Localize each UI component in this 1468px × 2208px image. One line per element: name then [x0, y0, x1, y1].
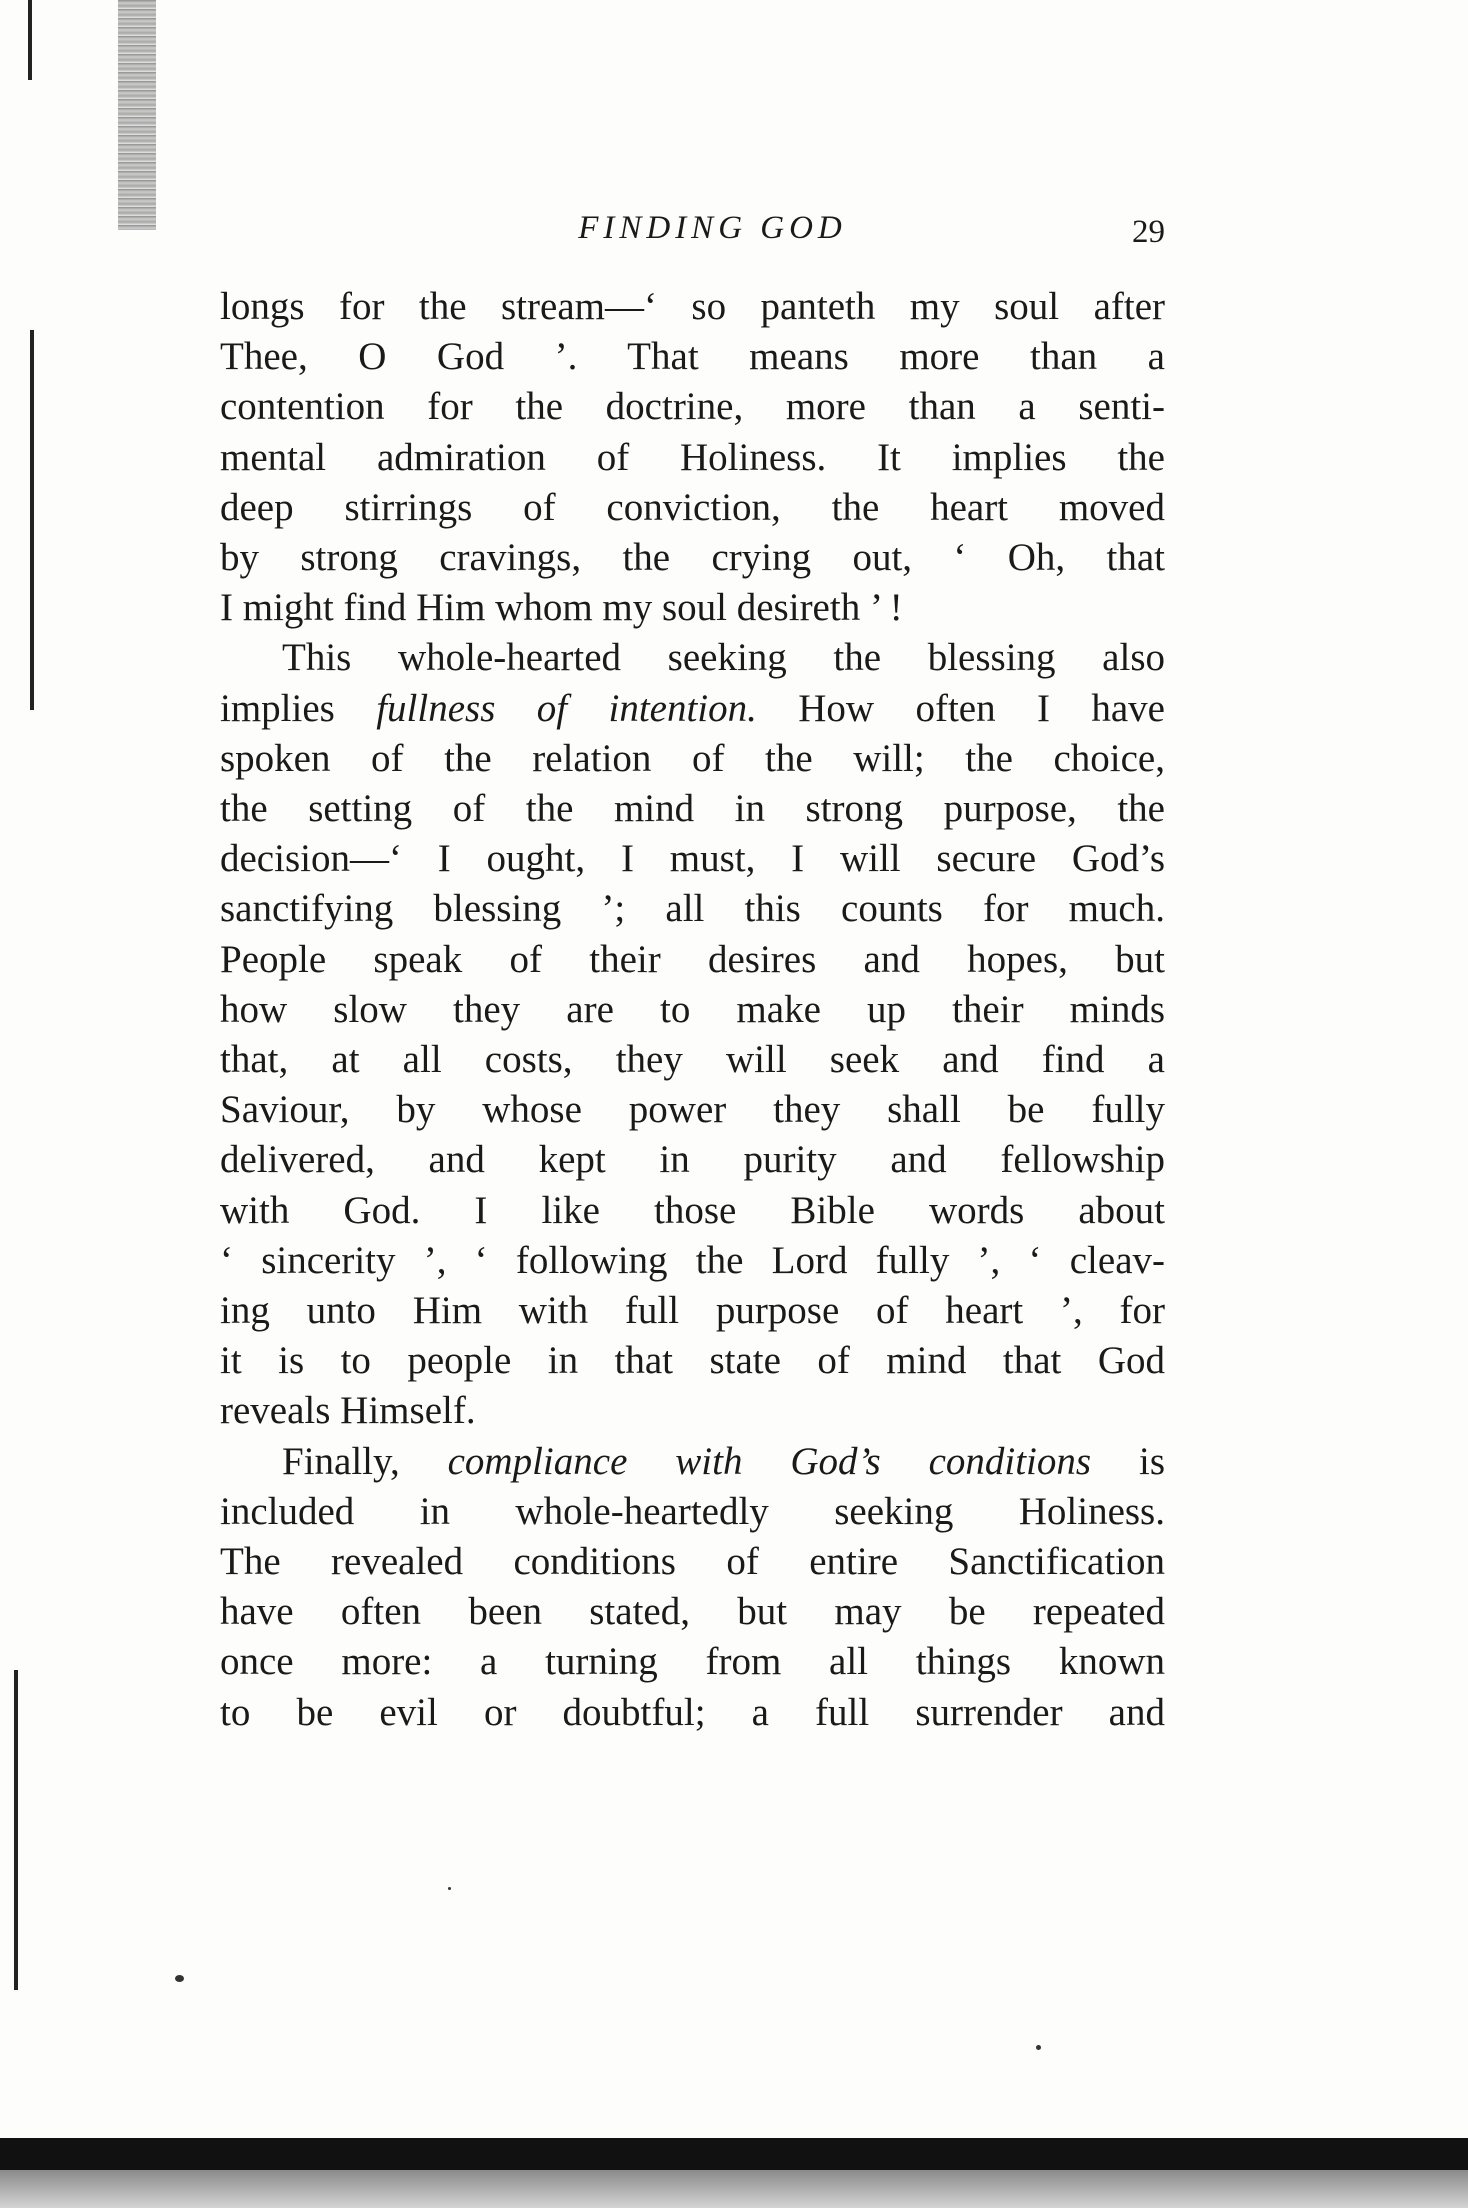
text-line: sanctifying blessing ’; all this counts for much. [220, 887, 1165, 931]
text-line: the setting of the mind in strong purpose, the [220, 787, 1165, 831]
text-line: reveals Himself. [220, 1389, 476, 1433]
text-line: to be evil or doubtful; a full surrender and [220, 1690, 1165, 1734]
text-run: implies [220, 686, 377, 730]
body-text [220, 282, 1165, 1738]
text-line: decision—‘ I ought, I must, I will secure God’s [220, 837, 1165, 881]
text-line: longs for the stream—‘ so panteth my soul after [220, 285, 1165, 328]
text-line: People speak of their desires and hopes, but [220, 937, 1165, 981]
text-line: This whole-hearted seeking the blessing also [282, 636, 1165, 680]
text-run: Finally, [282, 1439, 448, 1483]
text-line [220, 1437, 1165, 1487]
text-line: included in whole-heartedly seeking Holiness. [220, 1489, 1165, 1533]
scan-edge-mark [28, 0, 32, 80]
scan-spine-shadow [118, 0, 156, 230]
text-line: how slow they are to make up their minds [220, 987, 1165, 1031]
text-line: contention for the doctrine, more than a senti- [220, 385, 1165, 429]
text-line: I might find Him whom my soul desireth ’ ! [220, 586, 903, 630]
text-line: spoken of the relation of the will; the choice, [220, 736, 1165, 780]
scan-edge-mark [30, 330, 34, 710]
text-line: have often been stated, but may be repeated [220, 1590, 1165, 1634]
text-line [220, 684, 1165, 734]
scan-speck [175, 1975, 184, 1982]
paragraph-2 [220, 633, 1165, 1436]
text-line: once more: a turning from all things known [220, 1640, 1165, 1684]
page-number: 29 [1132, 214, 1165, 250]
text-line: Saviour, by whose power they shall be fully [220, 1088, 1165, 1132]
paragraph-1 [220, 282, 1165, 633]
text-line: with God. I like those Bible words about [220, 1188, 1165, 1232]
scan-edge-mark [14, 1670, 18, 1990]
text-line: ‘ sincerity ’, ‘ following the Lord fully ’, ‘ cleav- [220, 1238, 1165, 1282]
scan-bottom-band [0, 2118, 1468, 2208]
emphasis-fullness-of-intention: fullness of intention. [376, 686, 757, 730]
running-title: FINDING GOD [578, 210, 847, 246]
scan-speck [1036, 2045, 1041, 2050]
text-line: delivered, and kept in purity and fellowship [220, 1138, 1165, 1182]
text-line: deep stirrings of conviction, the heart moved [220, 485, 1165, 529]
text-run: is [1091, 1439, 1165, 1483]
text-line: it is to people in that state of mind that God [220, 1339, 1165, 1383]
text-run: How often I have [756, 686, 1165, 730]
running-head [220, 206, 1165, 256]
text-line: mental admiration of Holiness. It implies the [220, 435, 1165, 479]
emphasis-compliance: compliance with God’s conditions [447, 1439, 1092, 1483]
text-line: ing unto Him with full purpose of heart ’, for [220, 1289, 1165, 1333]
text-line: Thee, O God ’. That means more than a [220, 335, 1165, 379]
text-line: by strong cravings, the crying out, ‘ Oh, that [220, 536, 1165, 580]
text-line: that, at all costs, they will seek and find a [220, 1038, 1165, 1082]
scan-speck [448, 1887, 451, 1890]
paragraph-3 [220, 1437, 1165, 1738]
text-line: The revealed conditions of entire Sanctification [220, 1540, 1165, 1584]
